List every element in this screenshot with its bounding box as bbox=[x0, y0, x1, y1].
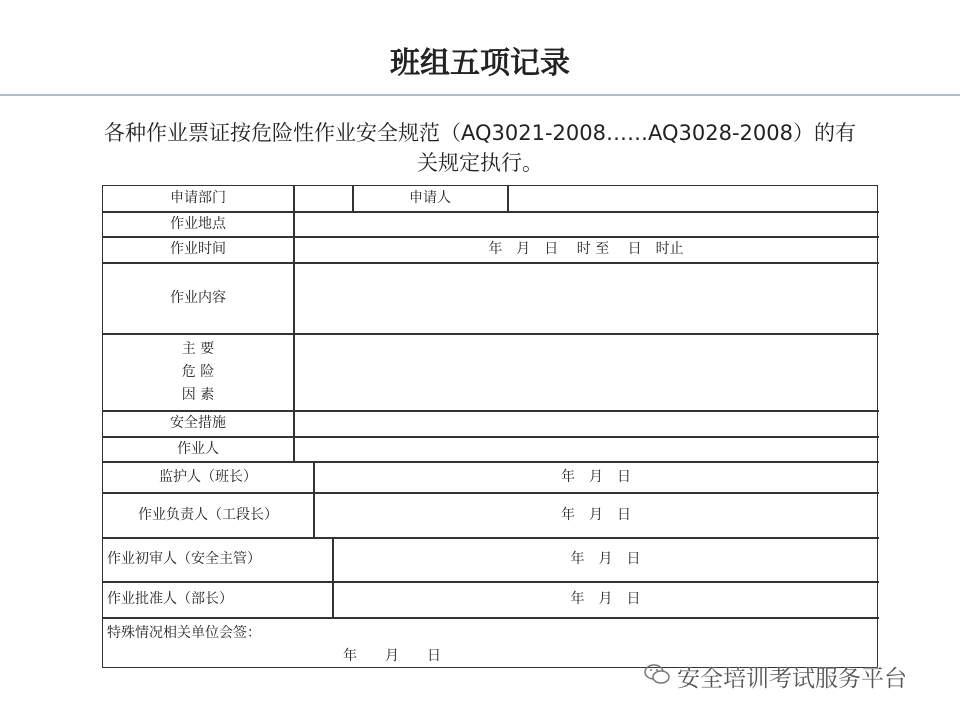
reviewer-date[interactable]: 年 月 日 bbox=[570, 551, 641, 567]
title-divider bbox=[0, 94, 960, 96]
label-applicant: 申请人 bbox=[409, 190, 451, 206]
location-field[interactable] bbox=[294, 212, 878, 236]
wechat-icon bbox=[643, 662, 671, 692]
approver-date[interactable]: 年 月 日 bbox=[570, 591, 641, 607]
content-field[interactable] bbox=[294, 263, 878, 333]
label-hazards bbox=[103, 334, 293, 410]
label-approver: 作业批准人（部长） bbox=[107, 591, 233, 607]
label-location: 作业地点 bbox=[170, 215, 226, 232]
label-content: 作业内容 bbox=[170, 289, 226, 306]
applicant-field[interactable] bbox=[508, 186, 878, 211]
record-form-table bbox=[102, 185, 878, 668]
label-special: 特殊情况相关单位会签： bbox=[107, 624, 261, 641]
hazards-field[interactable] bbox=[294, 334, 878, 410]
worker-field[interactable] bbox=[294, 437, 878, 461]
hazards-line: 因 素 bbox=[181, 386, 215, 403]
label-leader: 作业负责人（工段长） bbox=[138, 506, 278, 523]
row-divider bbox=[103, 617, 879, 619]
hazards-line: 危 险 bbox=[181, 363, 215, 380]
label-measures: 安全措施 bbox=[170, 415, 226, 431]
measures-field[interactable] bbox=[294, 411, 878, 436]
dept-field[interactable] bbox=[294, 186, 352, 211]
hazards-line: 主 要 bbox=[181, 340, 215, 357]
watermark-text: 安全培训考试服务平台 bbox=[677, 666, 907, 692]
label-guardian: 监护人（班长） bbox=[159, 468, 257, 485]
guardian-date[interactable]: 年 月 日 bbox=[561, 468, 631, 485]
time-field[interactable]: 年 月 日 时 至 日 时止 bbox=[488, 241, 684, 257]
leader-date[interactable]: 年 月 日 bbox=[561, 506, 631, 523]
label-time: 作业时间 bbox=[170, 241, 226, 257]
special-date[interactable]: 年 月 日 bbox=[343, 647, 441, 664]
label-dept: 申请部门 bbox=[170, 190, 226, 206]
watermark bbox=[643, 660, 907, 693]
page-title: 班组五项记录 bbox=[390, 46, 570, 81]
label-worker: 作业人 bbox=[177, 440, 219, 457]
subtitle: 各种作业票证按危险性作业安全规范（AQ3021-2008……AQ3028-2008）的有关规定执行。 bbox=[104, 121, 856, 175]
label-reviewer: 作业初审人（安全主管） bbox=[107, 551, 261, 567]
